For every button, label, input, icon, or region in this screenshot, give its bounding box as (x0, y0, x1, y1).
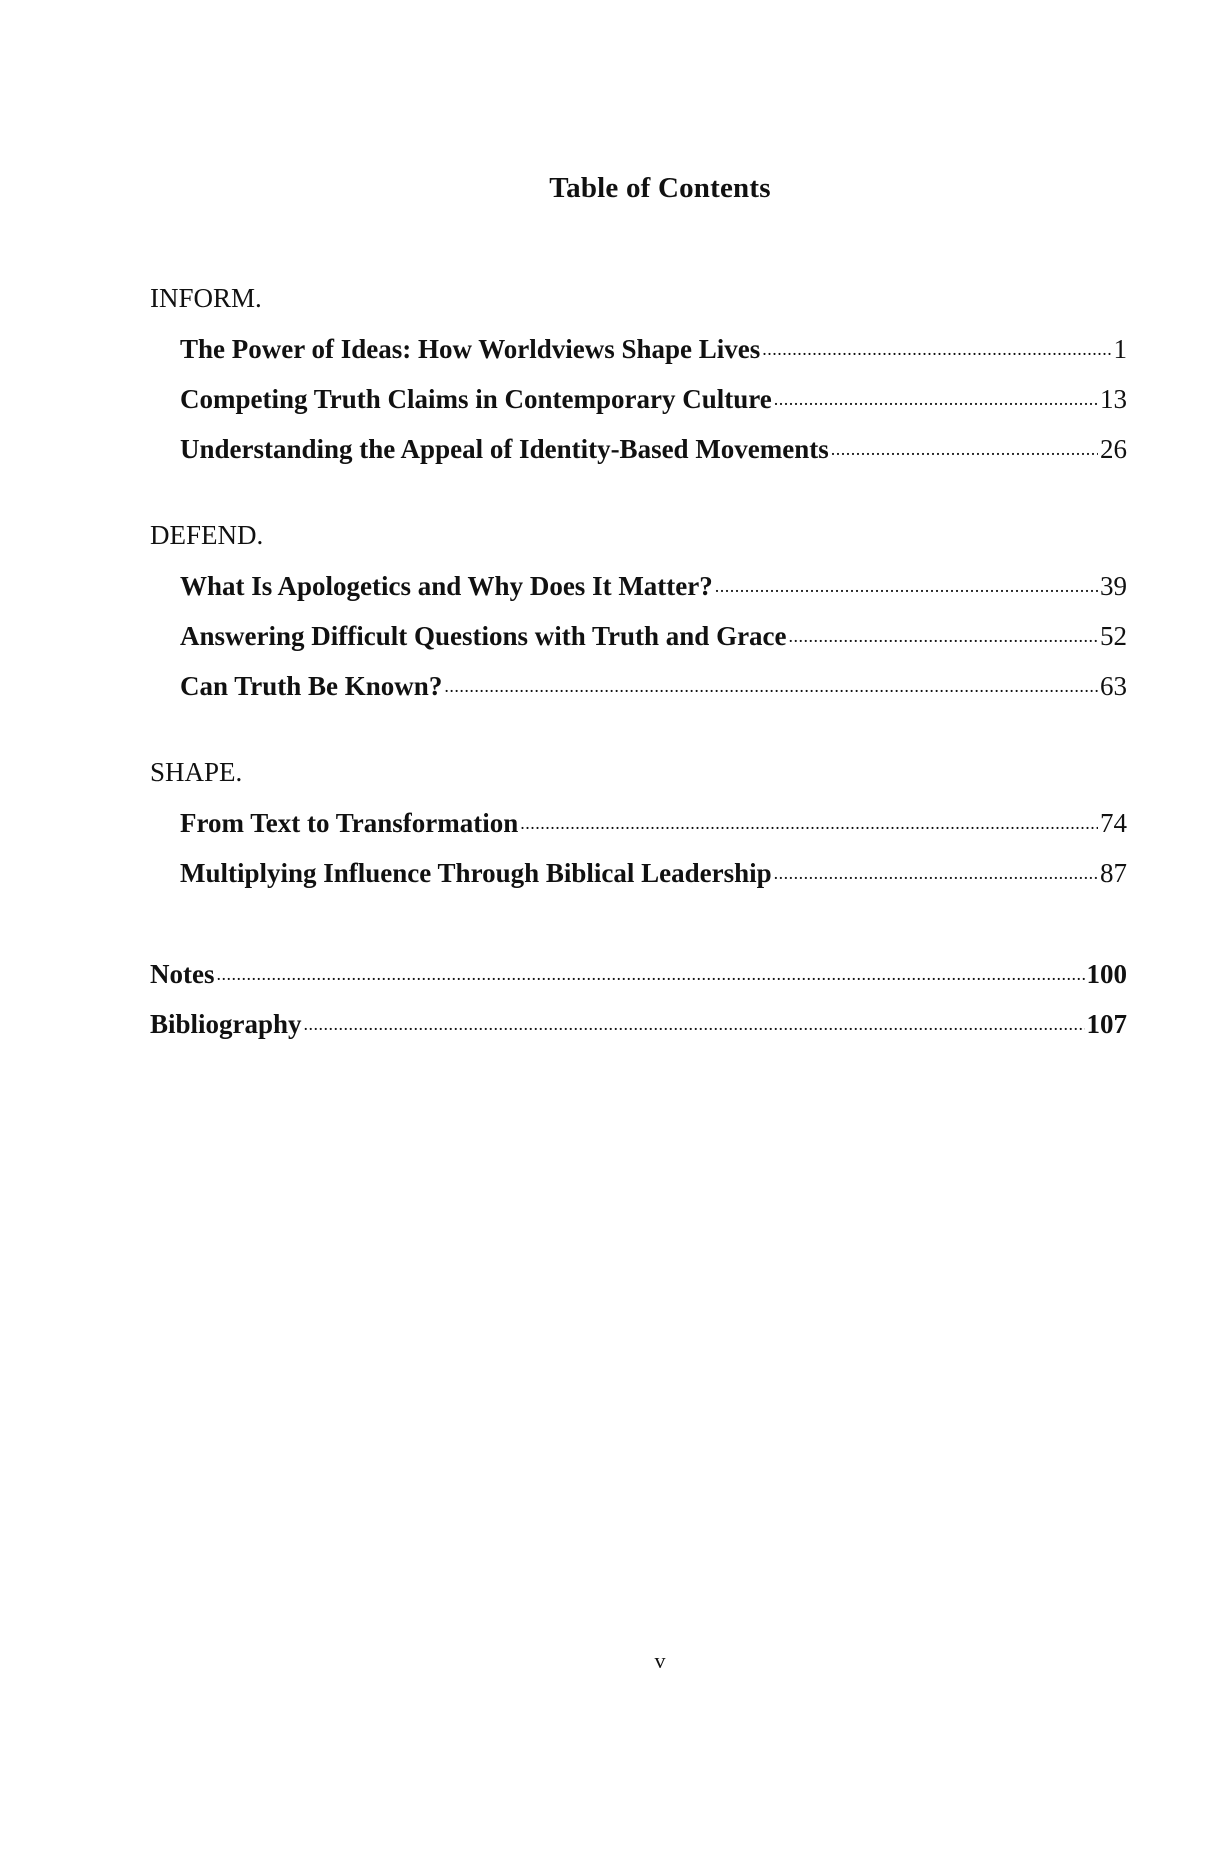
toc-entry-title: From Text to Transformation (180, 808, 519, 838)
dot-leader (774, 381, 1098, 408)
dot-leader (831, 431, 1098, 458)
toc-entry-title: Answering Difficult Questions with Truth and Grace (180, 621, 787, 651)
dot-leader (715, 568, 1098, 595)
toc-entry-page: 26 (1100, 434, 1127, 464)
toc-entry-page: 74 (1100, 808, 1127, 838)
toc-entry-title: What Is Apologetics and Why Does It Matter? (180, 571, 713, 601)
toc-entry-title: Multiplying Influence Through Biblical Leadership (180, 858, 772, 888)
toc-entry-page: 52 (1100, 621, 1127, 651)
toc-entry-title: Competing Truth Claims in Contemporary Culture (180, 384, 772, 414)
dot-leader (520, 805, 1098, 832)
toc-entry[interactable] (180, 855, 1127, 889)
toc-entry[interactable] (180, 805, 1127, 839)
toc-entry-page: 39 (1100, 571, 1127, 601)
toc-entry-page: 87 (1100, 858, 1127, 888)
toc-entry-title: Can Truth Be Known? (180, 671, 443, 701)
page-title: Table of Contents (549, 172, 771, 204)
toc-entry[interactable] (180, 381, 1127, 415)
toc-entry[interactable] (180, 568, 1127, 602)
section-heading-inform: INFORM. (150, 283, 262, 313)
dot-leader (444, 668, 1098, 695)
toc-entry[interactable] (180, 668, 1127, 702)
toc-entry-notes[interactable] (150, 956, 1127, 990)
toc-entry-page: 63 (1100, 671, 1127, 701)
toc-entry-title: The Power of Ideas: How Worldviews Shape Lives (180, 334, 761, 364)
toc-entry[interactable] (180, 431, 1127, 465)
dot-leader (774, 855, 1098, 882)
section-heading-defend: DEFEND. (150, 520, 264, 550)
dot-leader (304, 1006, 1085, 1033)
toc-entry-title: Notes (150, 959, 215, 989)
toc-entry-title: Understanding the Appeal of Identity-Based Movements (180, 434, 829, 464)
section-heading-shape: SHAPE. (150, 757, 243, 787)
toc-entry-bibliography[interactable] (150, 1006, 1127, 1040)
toc-entry-page: 107 (1086, 1009, 1127, 1039)
toc-entry-page: 13 (1100, 384, 1127, 414)
toc-entry-page: 1 (1113, 334, 1127, 364)
toc-entry[interactable] (180, 331, 1127, 365)
dot-leader (762, 331, 1111, 358)
toc-entry-title: Bibliography (150, 1009, 302, 1039)
dot-leader (216, 956, 1084, 983)
toc-entry-page: 100 (1086, 959, 1127, 989)
dot-leader (789, 618, 1098, 645)
page-number: v (654, 1648, 666, 1673)
toc-entry[interactable] (180, 618, 1127, 652)
